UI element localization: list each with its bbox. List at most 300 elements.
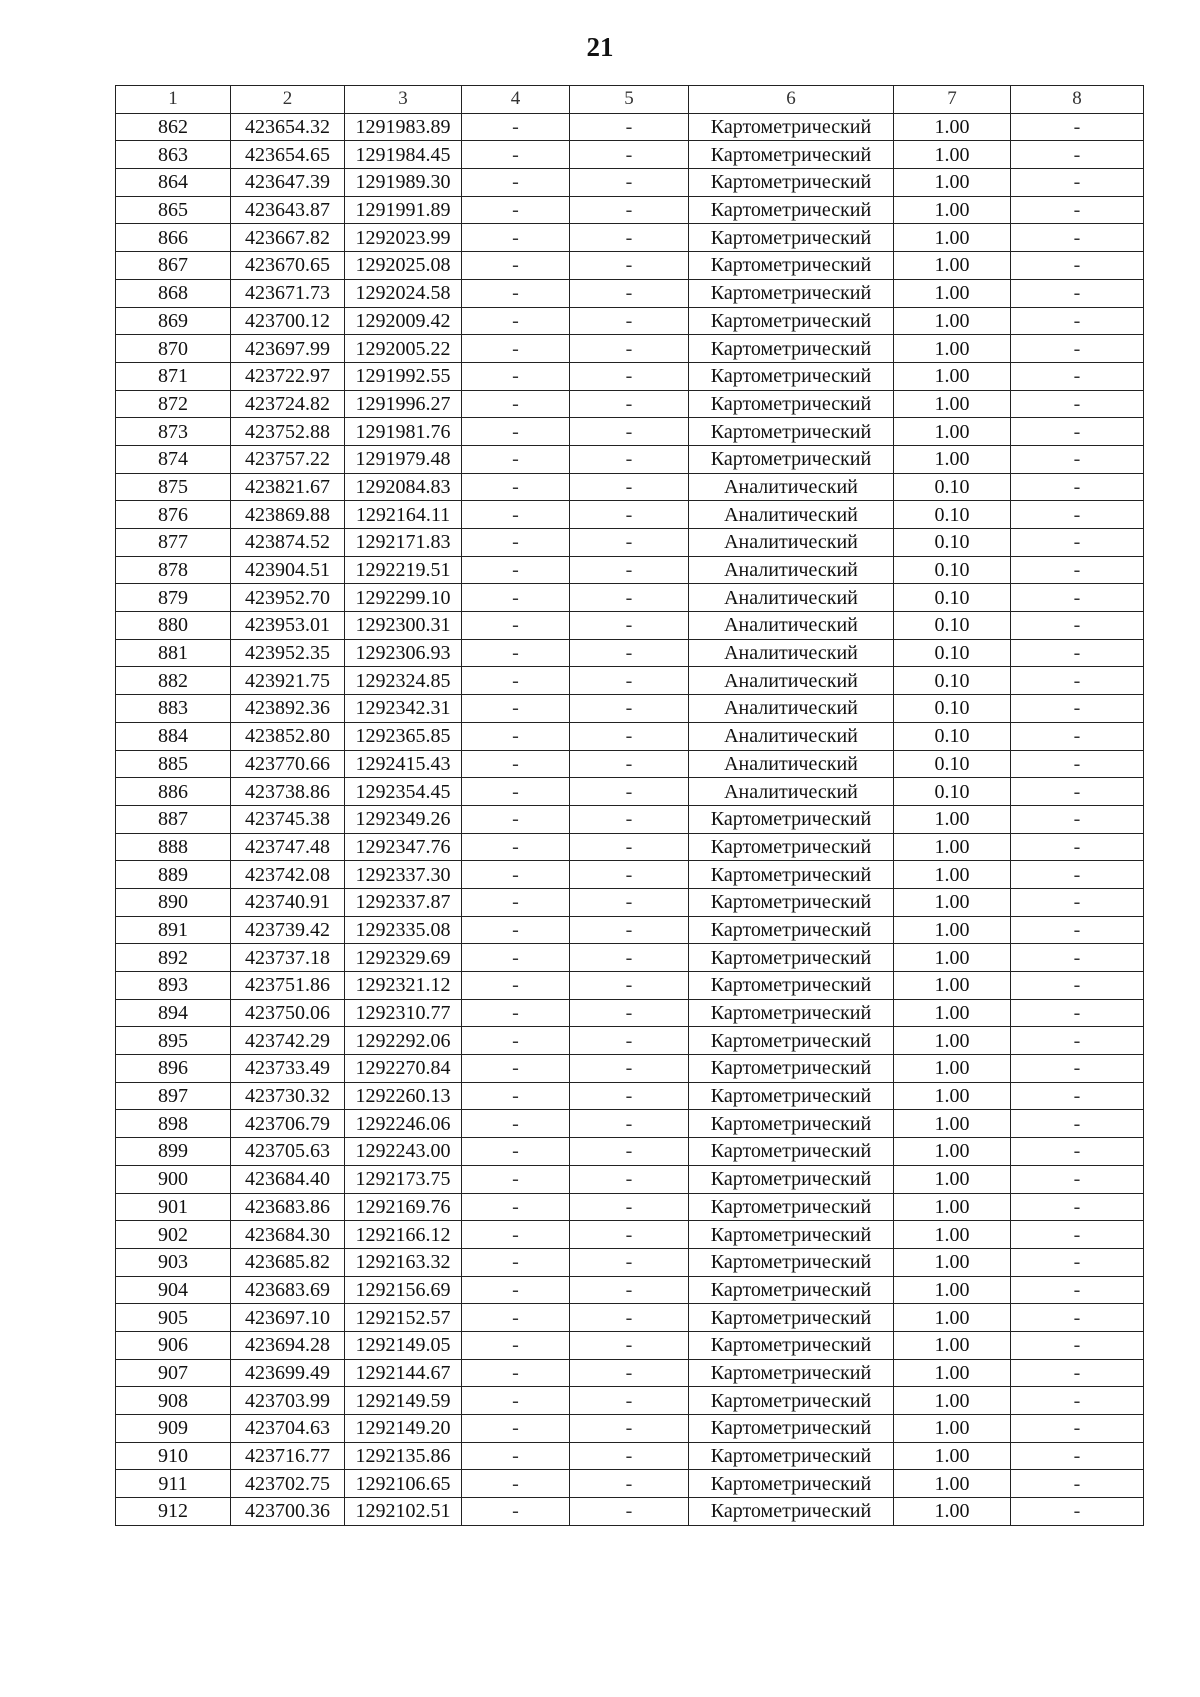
column-8-cell: - [1011,805,1144,833]
y-coordinate-cell: 1292164.11 [345,501,462,529]
x-coordinate-cell: 423654.65 [231,141,345,169]
column-4-cell: - [462,1055,570,1083]
method-cell: Аналитический [689,529,894,557]
y-coordinate-cell: 1292156.69 [345,1276,462,1304]
x-coordinate-cell: 423683.69 [231,1276,345,1304]
column-4-cell: - [462,1442,570,1470]
accuracy-cell: 1.00 [894,1055,1011,1083]
y-coordinate-cell: 1292023.99 [345,224,462,252]
x-coordinate-cell: 423738.86 [231,778,345,806]
method-cell: Аналитический [689,750,894,778]
point-number-cell: 892 [116,944,231,972]
method-cell: Картометрический [689,861,894,889]
point-number-cell: 878 [116,556,231,584]
accuracy-cell: 0.10 [894,639,1011,667]
column-8-cell: - [1011,196,1144,224]
column-4-cell: - [462,916,570,944]
column-5-cell: - [570,999,689,1027]
column-4-cell: - [462,805,570,833]
x-coordinate-cell: 423716.77 [231,1442,345,1470]
column-8-cell: - [1011,916,1144,944]
accuracy-cell: 1.00 [894,1193,1011,1221]
x-coordinate-cell: 423704.63 [231,1415,345,1443]
point-number-cell: 880 [116,612,231,640]
x-coordinate-cell: 423739.42 [231,916,345,944]
point-number-cell: 911 [116,1470,231,1498]
y-coordinate-cell: 1291984.45 [345,141,462,169]
table-row [116,1055,1144,1083]
column-8-cell: - [1011,972,1144,1000]
point-number-cell: 870 [116,335,231,363]
y-coordinate-cell: 1292219.51 [345,556,462,584]
point-number-cell: 884 [116,722,231,750]
column-header: 1 [116,86,231,114]
method-cell: Аналитический [689,612,894,640]
column-4-cell: - [462,1415,570,1443]
column-8-cell: - [1011,999,1144,1027]
table-body [116,113,1144,1525]
table-row [116,1470,1144,1498]
x-coordinate-cell: 423699.49 [231,1359,345,1387]
column-8-cell: - [1011,584,1144,612]
column-5-cell: - [570,750,689,778]
table-row [116,1331,1144,1359]
method-cell: Картометрический [689,1387,894,1415]
accuracy-cell: 1.00 [894,805,1011,833]
y-coordinate-cell: 1292354.45 [345,778,462,806]
method-cell: Картометрический [689,1027,894,1055]
method-cell: Аналитический [689,473,894,501]
table-row [116,169,1144,197]
y-coordinate-cell: 1291981.76 [345,418,462,446]
accuracy-cell: 1.00 [894,1027,1011,1055]
column-8-cell: - [1011,224,1144,252]
y-coordinate-cell: 1292144.67 [345,1359,462,1387]
column-8-cell: - [1011,529,1144,557]
column-5-cell: - [570,1470,689,1498]
x-coordinate-cell: 423953.01 [231,612,345,640]
table-row [116,224,1144,252]
column-5-cell: - [570,1193,689,1221]
point-number-cell: 908 [116,1387,231,1415]
point-number-cell: 868 [116,279,231,307]
point-number-cell: 881 [116,639,231,667]
x-coordinate-cell: 423683.86 [231,1193,345,1221]
column-4-cell: - [462,1387,570,1415]
x-coordinate-cell: 423874.52 [231,529,345,557]
x-coordinate-cell: 423685.82 [231,1248,345,1276]
accuracy-cell: 0.10 [894,667,1011,695]
column-8-cell: - [1011,1193,1144,1221]
column-8-cell: - [1011,556,1144,584]
table-row [116,335,1144,363]
column-4-cell: - [462,1165,570,1193]
point-number-cell: 905 [116,1304,231,1332]
point-number-cell: 885 [116,750,231,778]
point-number-cell: 872 [116,390,231,418]
accuracy-cell: 1.00 [894,1331,1011,1359]
y-coordinate-cell: 1292009.42 [345,307,462,335]
column-header: 8 [1011,86,1144,114]
table-row [116,307,1144,335]
column-4-cell: - [462,473,570,501]
table-row [116,722,1144,750]
column-8-cell: - [1011,722,1144,750]
column-5-cell: - [570,916,689,944]
accuracy-cell: 0.10 [894,750,1011,778]
method-cell: Аналитический [689,556,894,584]
table-row [116,1165,1144,1193]
column-4-cell: - [462,390,570,418]
column-5-cell: - [570,529,689,557]
column-5-cell: - [570,888,689,916]
accuracy-cell: 1.00 [894,1248,1011,1276]
table-row [116,778,1144,806]
x-coordinate-cell: 423742.29 [231,1027,345,1055]
column-4-cell: - [462,861,570,889]
accuracy-cell: 1.00 [894,279,1011,307]
column-5-cell: - [570,418,689,446]
y-coordinate-cell: 1292349.26 [345,805,462,833]
method-cell: Картометрический [689,169,894,197]
accuracy-cell: 1.00 [894,1498,1011,1526]
table-row [116,529,1144,557]
column-8-cell: - [1011,944,1144,972]
y-coordinate-cell: 1292163.32 [345,1248,462,1276]
method-cell: Картометрический [689,916,894,944]
y-coordinate-cell: 1292169.76 [345,1193,462,1221]
column-4-cell: - [462,722,570,750]
y-coordinate-cell: 1292337.30 [345,861,462,889]
table-row [116,1498,1144,1526]
column-header: 7 [894,86,1011,114]
column-8-cell: - [1011,1165,1144,1193]
table-row [116,612,1144,640]
table-row [116,999,1144,1027]
column-4-cell: - [462,1027,570,1055]
point-number-cell: 907 [116,1359,231,1387]
table-row [116,141,1144,169]
column-5-cell: - [570,584,689,612]
y-coordinate-cell: 1292025.08 [345,252,462,280]
table-row [116,252,1144,280]
method-cell: Картометрический [689,362,894,390]
column-8-cell: - [1011,1276,1144,1304]
accuracy-cell: 1.00 [894,169,1011,197]
column-4-cell: - [462,196,570,224]
accuracy-cell: 1.00 [894,1082,1011,1110]
column-5-cell: - [570,722,689,750]
column-8-cell: - [1011,1027,1144,1055]
column-4-cell: - [462,944,570,972]
point-number-cell: 889 [116,861,231,889]
table-row [116,1027,1144,1055]
point-number-cell: 873 [116,418,231,446]
point-number-cell: 901 [116,1193,231,1221]
column-5-cell: - [570,1442,689,1470]
x-coordinate-cell: 423700.36 [231,1498,345,1526]
column-4-cell: - [462,833,570,861]
method-cell: Картометрический [689,888,894,916]
column-5-cell: - [570,612,689,640]
accuracy-cell: 1.00 [894,1470,1011,1498]
x-coordinate-cell: 423706.79 [231,1110,345,1138]
y-coordinate-cell: 1292335.08 [345,916,462,944]
method-cell: Аналитический [689,667,894,695]
method-cell: Картометрический [689,833,894,861]
x-coordinate-cell: 423751.86 [231,972,345,1000]
column-4-cell: - [462,695,570,723]
x-coordinate-cell: 423722.97 [231,362,345,390]
x-coordinate-cell: 423697.99 [231,335,345,363]
column-4-cell: - [462,169,570,197]
column-8-cell: - [1011,362,1144,390]
method-cell: Аналитический [689,722,894,750]
column-4-cell: - [462,1304,570,1332]
method-cell: Картометрический [689,1331,894,1359]
column-5-cell: - [570,778,689,806]
method-cell: Картометрический [689,335,894,363]
accuracy-cell: 1.00 [894,445,1011,473]
coordinates-table [115,85,1144,1526]
accuracy-cell: 0.10 [894,473,1011,501]
method-cell: Картометрический [689,141,894,169]
table-row [116,1110,1144,1138]
y-coordinate-cell: 1291996.27 [345,390,462,418]
method-cell: Картометрический [689,1248,894,1276]
column-5-cell: - [570,1304,689,1332]
column-4-cell: - [462,224,570,252]
column-8-cell: - [1011,1055,1144,1083]
x-coordinate-cell: 423703.99 [231,1387,345,1415]
column-5-cell: - [570,944,689,972]
x-coordinate-cell: 423654.32 [231,113,345,141]
point-number-cell: 894 [116,999,231,1027]
y-coordinate-cell: 1292149.20 [345,1415,462,1443]
column-4-cell: - [462,750,570,778]
column-8-cell: - [1011,695,1144,723]
column-8-cell: - [1011,252,1144,280]
x-coordinate-cell: 423770.66 [231,750,345,778]
column-8-cell: - [1011,1387,1144,1415]
column-5-cell: - [570,445,689,473]
column-5-cell: - [570,972,689,1000]
y-coordinate-cell: 1292310.77 [345,999,462,1027]
column-4-cell: - [462,1221,570,1249]
accuracy-cell: 0.10 [894,529,1011,557]
y-coordinate-cell: 1292152.57 [345,1304,462,1332]
column-8-cell: - [1011,141,1144,169]
x-coordinate-cell: 423904.51 [231,556,345,584]
method-cell: Картометрический [689,307,894,335]
y-coordinate-cell: 1292329.69 [345,944,462,972]
table-row [116,695,1144,723]
column-header: 2 [231,86,345,114]
column-4-cell: - [462,667,570,695]
column-8-cell: - [1011,445,1144,473]
y-coordinate-cell: 1292299.10 [345,584,462,612]
column-4-cell: - [462,362,570,390]
y-coordinate-cell: 1292149.05 [345,1331,462,1359]
method-cell: Картометрический [689,1165,894,1193]
accuracy-cell: 0.10 [894,612,1011,640]
x-coordinate-cell: 423671.73 [231,279,345,307]
column-4-cell: - [462,279,570,307]
method-cell: Картометрический [689,1415,894,1443]
method-cell: Картометрический [689,1055,894,1083]
accuracy-cell: 1.00 [894,362,1011,390]
table-row [116,445,1144,473]
accuracy-cell: 1.00 [894,1304,1011,1332]
column-8-cell: - [1011,667,1144,695]
column-5-cell: - [570,1027,689,1055]
column-4-cell: - [462,1110,570,1138]
x-coordinate-cell: 423892.36 [231,695,345,723]
y-coordinate-cell: 1292135.86 [345,1442,462,1470]
accuracy-cell: 1.00 [894,1221,1011,1249]
column-8-cell: - [1011,473,1144,501]
page-number: 21 [586,32,614,62]
x-coordinate-cell: 423952.70 [231,584,345,612]
table-row [116,418,1144,446]
x-coordinate-cell: 423670.65 [231,252,345,280]
y-coordinate-cell: 1292024.58 [345,279,462,307]
column-4-cell: - [462,335,570,363]
x-coordinate-cell: 423737.18 [231,944,345,972]
column-8-cell: - [1011,833,1144,861]
table-row [116,1359,1144,1387]
column-5-cell: - [570,667,689,695]
column-4-cell: - [462,584,570,612]
table-row [116,362,1144,390]
x-coordinate-cell: 423750.06 [231,999,345,1027]
column-5-cell: - [570,196,689,224]
x-coordinate-cell: 423724.82 [231,390,345,418]
accuracy-cell: 0.10 [894,778,1011,806]
table-row [116,556,1144,584]
table-row [116,916,1144,944]
y-coordinate-cell: 1292324.85 [345,667,462,695]
column-5-cell: - [570,1248,689,1276]
x-coordinate-cell: 423733.49 [231,1055,345,1083]
method-cell: Картометрический [689,1082,894,1110]
method-cell: Аналитический [689,639,894,667]
accuracy-cell: 1.00 [894,861,1011,889]
column-5-cell: - [570,141,689,169]
point-number-cell: 912 [116,1498,231,1526]
column-4-cell: - [462,1470,570,1498]
table-row [116,1387,1144,1415]
method-cell: Картометрический [689,418,894,446]
method-cell: Картометрический [689,252,894,280]
point-number-cell: 874 [116,445,231,473]
accuracy-cell: 1.00 [894,999,1011,1027]
method-cell: Картометрический [689,1442,894,1470]
x-coordinate-cell: 423730.32 [231,1082,345,1110]
column-4-cell: - [462,141,570,169]
accuracy-cell: 0.10 [894,556,1011,584]
point-number-cell: 895 [116,1027,231,1055]
column-8-cell: - [1011,1082,1144,1110]
y-coordinate-cell: 1292102.51 [345,1498,462,1526]
column-5-cell: - [570,1498,689,1526]
column-8-cell: - [1011,1498,1144,1526]
method-cell: Картометрический [689,390,894,418]
accuracy-cell: 1.00 [894,1276,1011,1304]
column-header: 3 [345,86,462,114]
column-5-cell: - [570,1138,689,1166]
column-4-cell: - [462,999,570,1027]
column-4-cell: - [462,252,570,280]
method-cell: Картометрический [689,1138,894,1166]
column-5-cell: - [570,473,689,501]
column-4-cell: - [462,529,570,557]
column-4-cell: - [462,778,570,806]
y-coordinate-cell: 1292337.87 [345,888,462,916]
accuracy-cell: 1.00 [894,141,1011,169]
column-4-cell: - [462,1248,570,1276]
column-5-cell: - [570,1331,689,1359]
accuracy-cell: 1.00 [894,252,1011,280]
y-coordinate-cell: 1291989.30 [345,169,462,197]
accuracy-cell: 1.00 [894,1138,1011,1166]
table-row [116,639,1144,667]
column-8-cell: - [1011,390,1144,418]
column-5-cell: - [570,1415,689,1443]
point-number-cell: 869 [116,307,231,335]
column-8-cell: - [1011,1221,1144,1249]
method-cell: Картометрический [689,999,894,1027]
point-number-cell: 862 [116,113,231,141]
column-5-cell: - [570,1359,689,1387]
accuracy-cell: 1.00 [894,418,1011,446]
point-number-cell: 882 [116,667,231,695]
column-5-cell: - [570,1110,689,1138]
table-row [116,279,1144,307]
column-8-cell: - [1011,501,1144,529]
method-cell: Картометрический [689,196,894,224]
column-8-cell: - [1011,1138,1144,1166]
x-coordinate-cell: 423742.08 [231,861,345,889]
x-coordinate-cell: 423684.40 [231,1165,345,1193]
y-coordinate-cell: 1292306.93 [345,639,462,667]
point-number-cell: 867 [116,252,231,280]
column-4-cell: - [462,972,570,1000]
table-row [116,750,1144,778]
y-coordinate-cell: 1291992.55 [345,362,462,390]
column-5-cell: - [570,695,689,723]
table-row [116,1304,1144,1332]
y-coordinate-cell: 1292347.76 [345,833,462,861]
column-8-cell: - [1011,1359,1144,1387]
point-number-cell: 896 [116,1055,231,1083]
y-coordinate-cell: 1291979.48 [345,445,462,473]
x-coordinate-cell: 423745.38 [231,805,345,833]
x-coordinate-cell: 423667.82 [231,224,345,252]
method-cell: Картометрический [689,1221,894,1249]
point-number-cell: 883 [116,695,231,723]
table-row [116,1221,1144,1249]
column-4-cell: - [462,1276,570,1304]
column-8-cell: - [1011,169,1144,197]
point-number-cell: 899 [116,1138,231,1166]
column-header: 6 [689,86,894,114]
column-8-cell: - [1011,1415,1144,1443]
column-5-cell: - [570,556,689,584]
column-8-cell: - [1011,639,1144,667]
column-5-cell: - [570,169,689,197]
table-row [116,1193,1144,1221]
